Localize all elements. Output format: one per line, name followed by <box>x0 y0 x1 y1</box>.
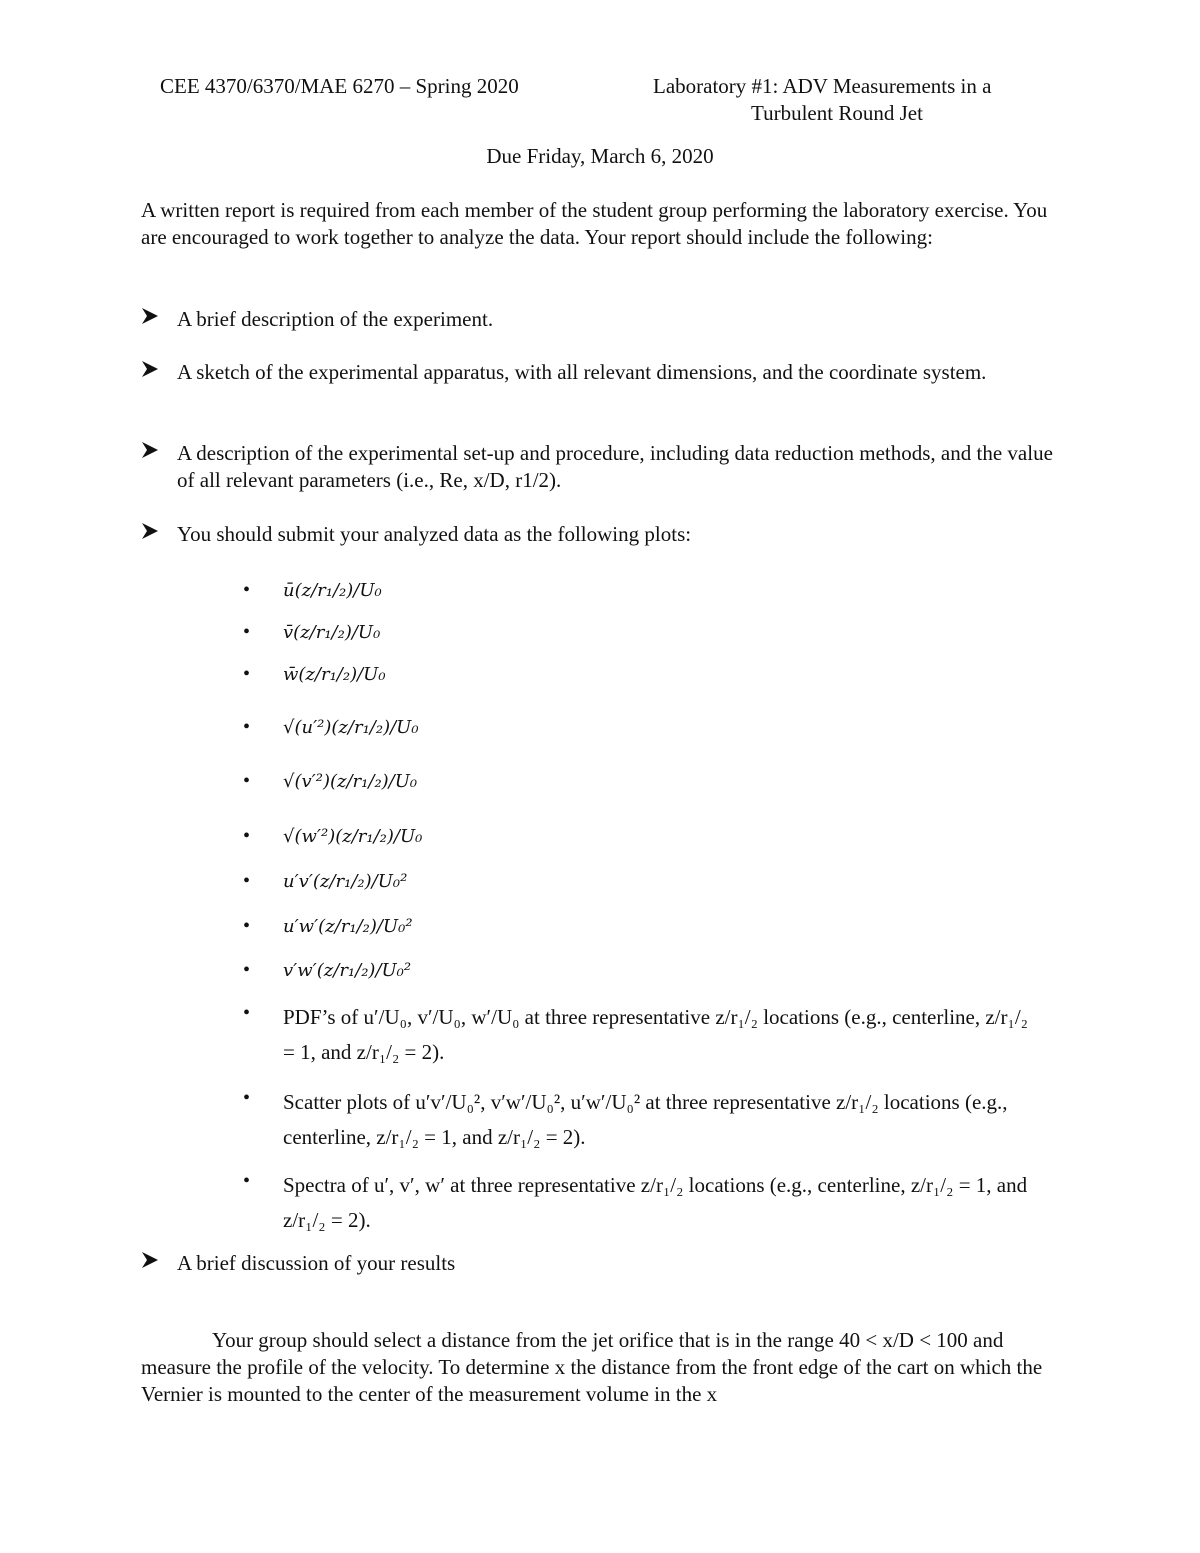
bullet-dot-icon: • <box>243 959 251 981</box>
arrowhead-bullet-icon <box>141 521 167 541</box>
arrowhead-bullet-icon <box>141 359 167 379</box>
requirement-item <box>141 359 1061 386</box>
plot-expression: √(w′²)(z/r₁/₂)/U₀ <box>283 826 423 847</box>
bullet-dot-icon: • <box>243 825 251 847</box>
requirement-text: A brief discussion of your results <box>177 1251 456 1275</box>
scatter-plots-text: Scatter plots of u′v′/U₀², v′w′/U₀², u′w′/U₀² at three representative z/r₁/₂ locations (e.g., centerline, z/r₁/₂ = 1, and z/r₁/₂ = 2). <box>283 1090 1008 1149</box>
bullet-dot-icon: • <box>243 770 251 792</box>
lab-title-line2: Turbulent Round Jet <box>751 101 923 125</box>
pdf-plots-text: PDF’s of u′/U₀, v′/U₀, w′/U₀ at three representative z/r₁/₂ locations (e.g., centerline, z/r₁/₂ = 1, and z/r₁/₂ = 2). <box>283 1005 1028 1064</box>
bullet-dot-icon: • <box>243 663 251 685</box>
bullet-dot-icon: • <box>243 716 251 738</box>
bullet-dot-icon: • <box>243 870 251 892</box>
arrowhead-bullet-icon <box>141 440 167 460</box>
plot-expression: √(v′²)(z/r₁/₂)/U₀ <box>283 771 418 792</box>
requirement-item <box>141 306 1061 333</box>
plot-expression: v̄(z/r₁/₂)/U₀ <box>283 622 381 643</box>
requirement-item <box>141 1250 1061 1277</box>
bullet-dot-icon: • <box>243 1170 251 1192</box>
requirement-text: A sketch of the experimental apparatus, with all relevant dimensions, and the coordinate system. <box>177 360 987 384</box>
bullet-dot-icon: • <box>243 1087 251 1109</box>
requirement-text: A description of the experimental set-up and procedure, including data reduction methods, and the value of all relevant parameters (i.e., Re, x/D, r1/2). <box>177 441 1053 492</box>
plot-expression: u′v′(z/r₁/₂)/U₀² <box>283 871 408 892</box>
due-date: Due Friday, March 6, 2020 <box>486 144 714 168</box>
requirement-item <box>141 440 1061 494</box>
bullet-dot-icon: • <box>243 579 251 601</box>
plot-expression: ū(z/r₁/₂)/U₀ <box>283 580 382 601</box>
requirement-text: You should submit your analyzed data as the following plots: <box>177 522 692 546</box>
arrowhead-bullet-icon <box>141 1250 167 1270</box>
arrowhead-bullet-icon <box>141 306 167 326</box>
plot-expression: u′w′(z/r₁/₂)/U₀² <box>283 916 413 937</box>
lab-title-line1: Laboratory #1: ADV Measurements in a <box>653 74 992 98</box>
requirement-item <box>141 521 1061 548</box>
bullet-dot-icon: • <box>243 1002 251 1024</box>
plot-expression: w̄(z/r₁/₂)/U₀ <box>283 664 386 685</box>
plot-expression: √(u′²)(z/r₁/₂)/U₀ <box>283 717 419 738</box>
spectra-plots-text: Spectra of u′, v′, w′ at three representative z/r₁/₂ locations (e.g., centerline, z/r₁/₂ = 1, and z/r₁/₂ = 2). <box>283 1173 1028 1232</box>
requirement-text: A brief description of the experiment. <box>177 307 494 331</box>
course-header: CEE 4370/6370/MAE 6270 – Spring 2020 <box>160 74 519 98</box>
closing-paragraph: Your group should select a distance from the jet orifice that is in the range 40 < x/D < 100 and measure the profile of the velocity. To determine x the distance from the front edge of the cart on which the Vernier is mounted to the center of the measurement volume in the x <box>141 1328 1043 1406</box>
bullet-dot-icon: • <box>243 915 251 937</box>
bullet-dot-icon: • <box>243 621 251 643</box>
intro-paragraph: A written report is required from each member of the student group performing the laboratory exercise. You are encouraged to work together to analyze the data. Your report should include the following: <box>141 198 1048 249</box>
plot-expression: v′w′(z/r₁/₂)/U₀² <box>283 960 412 981</box>
